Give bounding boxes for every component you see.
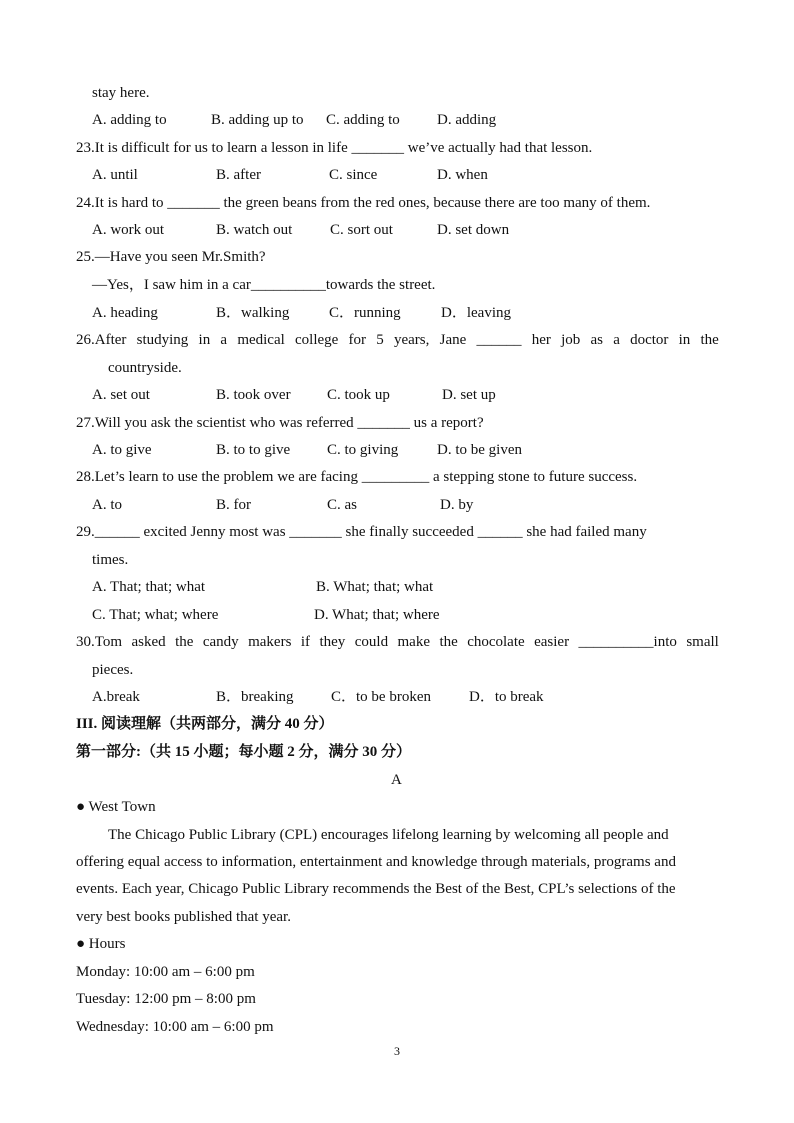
q22-option-a: A. adding to xyxy=(92,112,167,128)
q30-word: make xyxy=(397,634,430,650)
q26-option-a: A. set out xyxy=(92,387,150,403)
q27-option-c: C. to giving xyxy=(327,442,399,458)
q30-word: if xyxy=(300,634,311,650)
passage-label: A xyxy=(391,772,402,788)
q26-word: medical xyxy=(237,332,285,348)
q26-word: in xyxy=(678,332,691,348)
q30-word: the xyxy=(175,634,194,650)
q24-option-c: C. sort out xyxy=(330,222,393,238)
q30-word: chocolate xyxy=(467,634,525,650)
q28-option-a: A. to xyxy=(92,497,122,513)
q26-word: as xyxy=(590,332,603,348)
hours-line: Wednesday: 10:00 am – 6:00 pm xyxy=(76,1019,274,1035)
q27-option-a: A. to give xyxy=(92,442,152,458)
q30-option-c: C．to be broken xyxy=(331,689,431,705)
q29-option-c: C. That; what; where xyxy=(92,607,219,623)
question-30-stem xyxy=(76,633,719,651)
question-24-stem: 24.It is hard to _______ the green beans from the red ones, because there are too many of them. xyxy=(76,195,651,211)
q23-option-b: B. after xyxy=(216,167,261,183)
q26-word: 5 xyxy=(376,332,384,348)
bullet-west-town: ● West Town xyxy=(76,799,156,815)
passage-line: The Chicago Public Library (CPL) encourages lifelong learning by welcoming all people and xyxy=(108,827,669,843)
q23-option-a: A. until xyxy=(92,167,138,183)
passage-line: very best books published that year. xyxy=(76,909,291,925)
question-27-stem: 27.Will you ask the scientist who was referred _______ us a report? xyxy=(76,415,484,431)
question-25-reply: —Yes，I saw him in a car__________towards the street. xyxy=(92,277,436,293)
q26-word: Jane xyxy=(439,332,467,348)
q30-word: candy xyxy=(202,634,239,650)
q24-option-d: D. set down xyxy=(437,222,510,238)
q26-option-c: C. took up xyxy=(327,387,390,403)
q26-word: a xyxy=(613,332,620,348)
passage-line: events. Each year, Chicago Public Library recommends the Best of the Best, CPL’s selections of the xyxy=(76,881,676,897)
q29-option-a: A. That; that; what xyxy=(92,579,206,595)
q29-option-b: B. What; that; what xyxy=(316,579,434,595)
q25-option-b: B．walking xyxy=(216,305,290,321)
question-26-stem xyxy=(76,331,719,349)
q28-option-b: B. for xyxy=(216,497,251,513)
q27-option-b: B. to to give xyxy=(216,442,291,458)
q29-option-d: D. What; that; where xyxy=(314,607,440,623)
question-22-continuation: stay here. xyxy=(92,85,150,101)
q30-word: makers xyxy=(248,634,292,650)
page-number: 3 xyxy=(394,1044,400,1058)
q28-option-d: D. by xyxy=(440,497,474,513)
q30-word: they xyxy=(319,634,346,650)
q26-blank: ______ xyxy=(476,332,522,348)
q30-word: small xyxy=(686,634,719,650)
q30-word: could xyxy=(354,634,389,650)
question-28-stem: 28.Let’s learn to use the problem we are facing _________ a stepping stone to future success. xyxy=(76,469,638,485)
q22-option-c: C. adding to xyxy=(326,112,400,128)
q26-word: years, xyxy=(393,332,430,348)
q26-word: job xyxy=(561,332,581,348)
q30-word: asked xyxy=(131,634,166,650)
q26-word: doctor xyxy=(630,332,669,348)
q23-option-c: C. since xyxy=(329,167,378,183)
q23-option-d: D. when xyxy=(437,167,488,183)
q26-word: the xyxy=(700,332,719,348)
q22-option-b: B. adding up to xyxy=(211,112,304,128)
q27-option-d: D. to be given xyxy=(437,442,522,458)
q26-word: 26.After xyxy=(76,332,127,348)
q26-option-b: B. took over xyxy=(216,387,291,403)
q30-word: 30.Tom xyxy=(76,634,123,650)
q30-word: the xyxy=(439,634,458,650)
question-26-continuation: countryside. xyxy=(108,360,182,376)
q25-option-d: D．leaving xyxy=(441,305,511,321)
q24-option-a: A. work out xyxy=(92,222,165,238)
passage-line: offering equal access to information, entertainment and knowledge through materials, programs and xyxy=(76,854,676,870)
q25-option-a: A. heading xyxy=(92,305,158,321)
q30-option-d: D．to break xyxy=(469,689,544,705)
q30-word: easier xyxy=(534,634,570,650)
q30-blank: __________into xyxy=(578,634,677,650)
q26-word: college xyxy=(295,332,339,348)
question-25-stem: 25.—Have you seen Mr.Smith? xyxy=(76,249,266,265)
q30-option-a: A.break xyxy=(92,689,140,705)
q26-word: for xyxy=(348,332,367,348)
q26-word: studying xyxy=(136,332,189,348)
question-30-continuation: pieces. xyxy=(92,662,134,678)
q30-option-b: B．breaking xyxy=(216,689,294,705)
q25-option-c: C．running xyxy=(329,305,401,321)
q26-word: a xyxy=(220,332,228,348)
q26-word: in xyxy=(198,332,211,348)
q26-word: her xyxy=(531,332,551,348)
question-23-stem: 23.It is difficult for us to learn a lesson in life _______ we’ve actually had that lesson. xyxy=(76,140,593,156)
bullet-hours: ● Hours xyxy=(76,936,126,952)
hours-line: Tuesday: 12:00 pm – 8:00 pm xyxy=(76,991,256,1007)
part-one-heading: 第一部分:（共 15 小题；每小题 2 分，满分 30 分） xyxy=(76,744,411,760)
question-29-continuation: times. xyxy=(92,552,129,568)
hours-line: Monday: 10:00 am – 6:00 pm xyxy=(76,964,255,980)
q28-option-c: C. as xyxy=(327,497,357,513)
question-29-stem: 29.______ excited Jenny most was _______ she finally succeeded ______ she had failed many xyxy=(76,524,647,540)
section-heading: III. 阅读理解（共两部分，满分 40 分） xyxy=(76,716,334,732)
q24-option-b: B. watch out xyxy=(216,222,293,238)
q22-option-d: D. adding xyxy=(437,112,497,128)
q26-option-d: D. set up xyxy=(442,387,496,403)
